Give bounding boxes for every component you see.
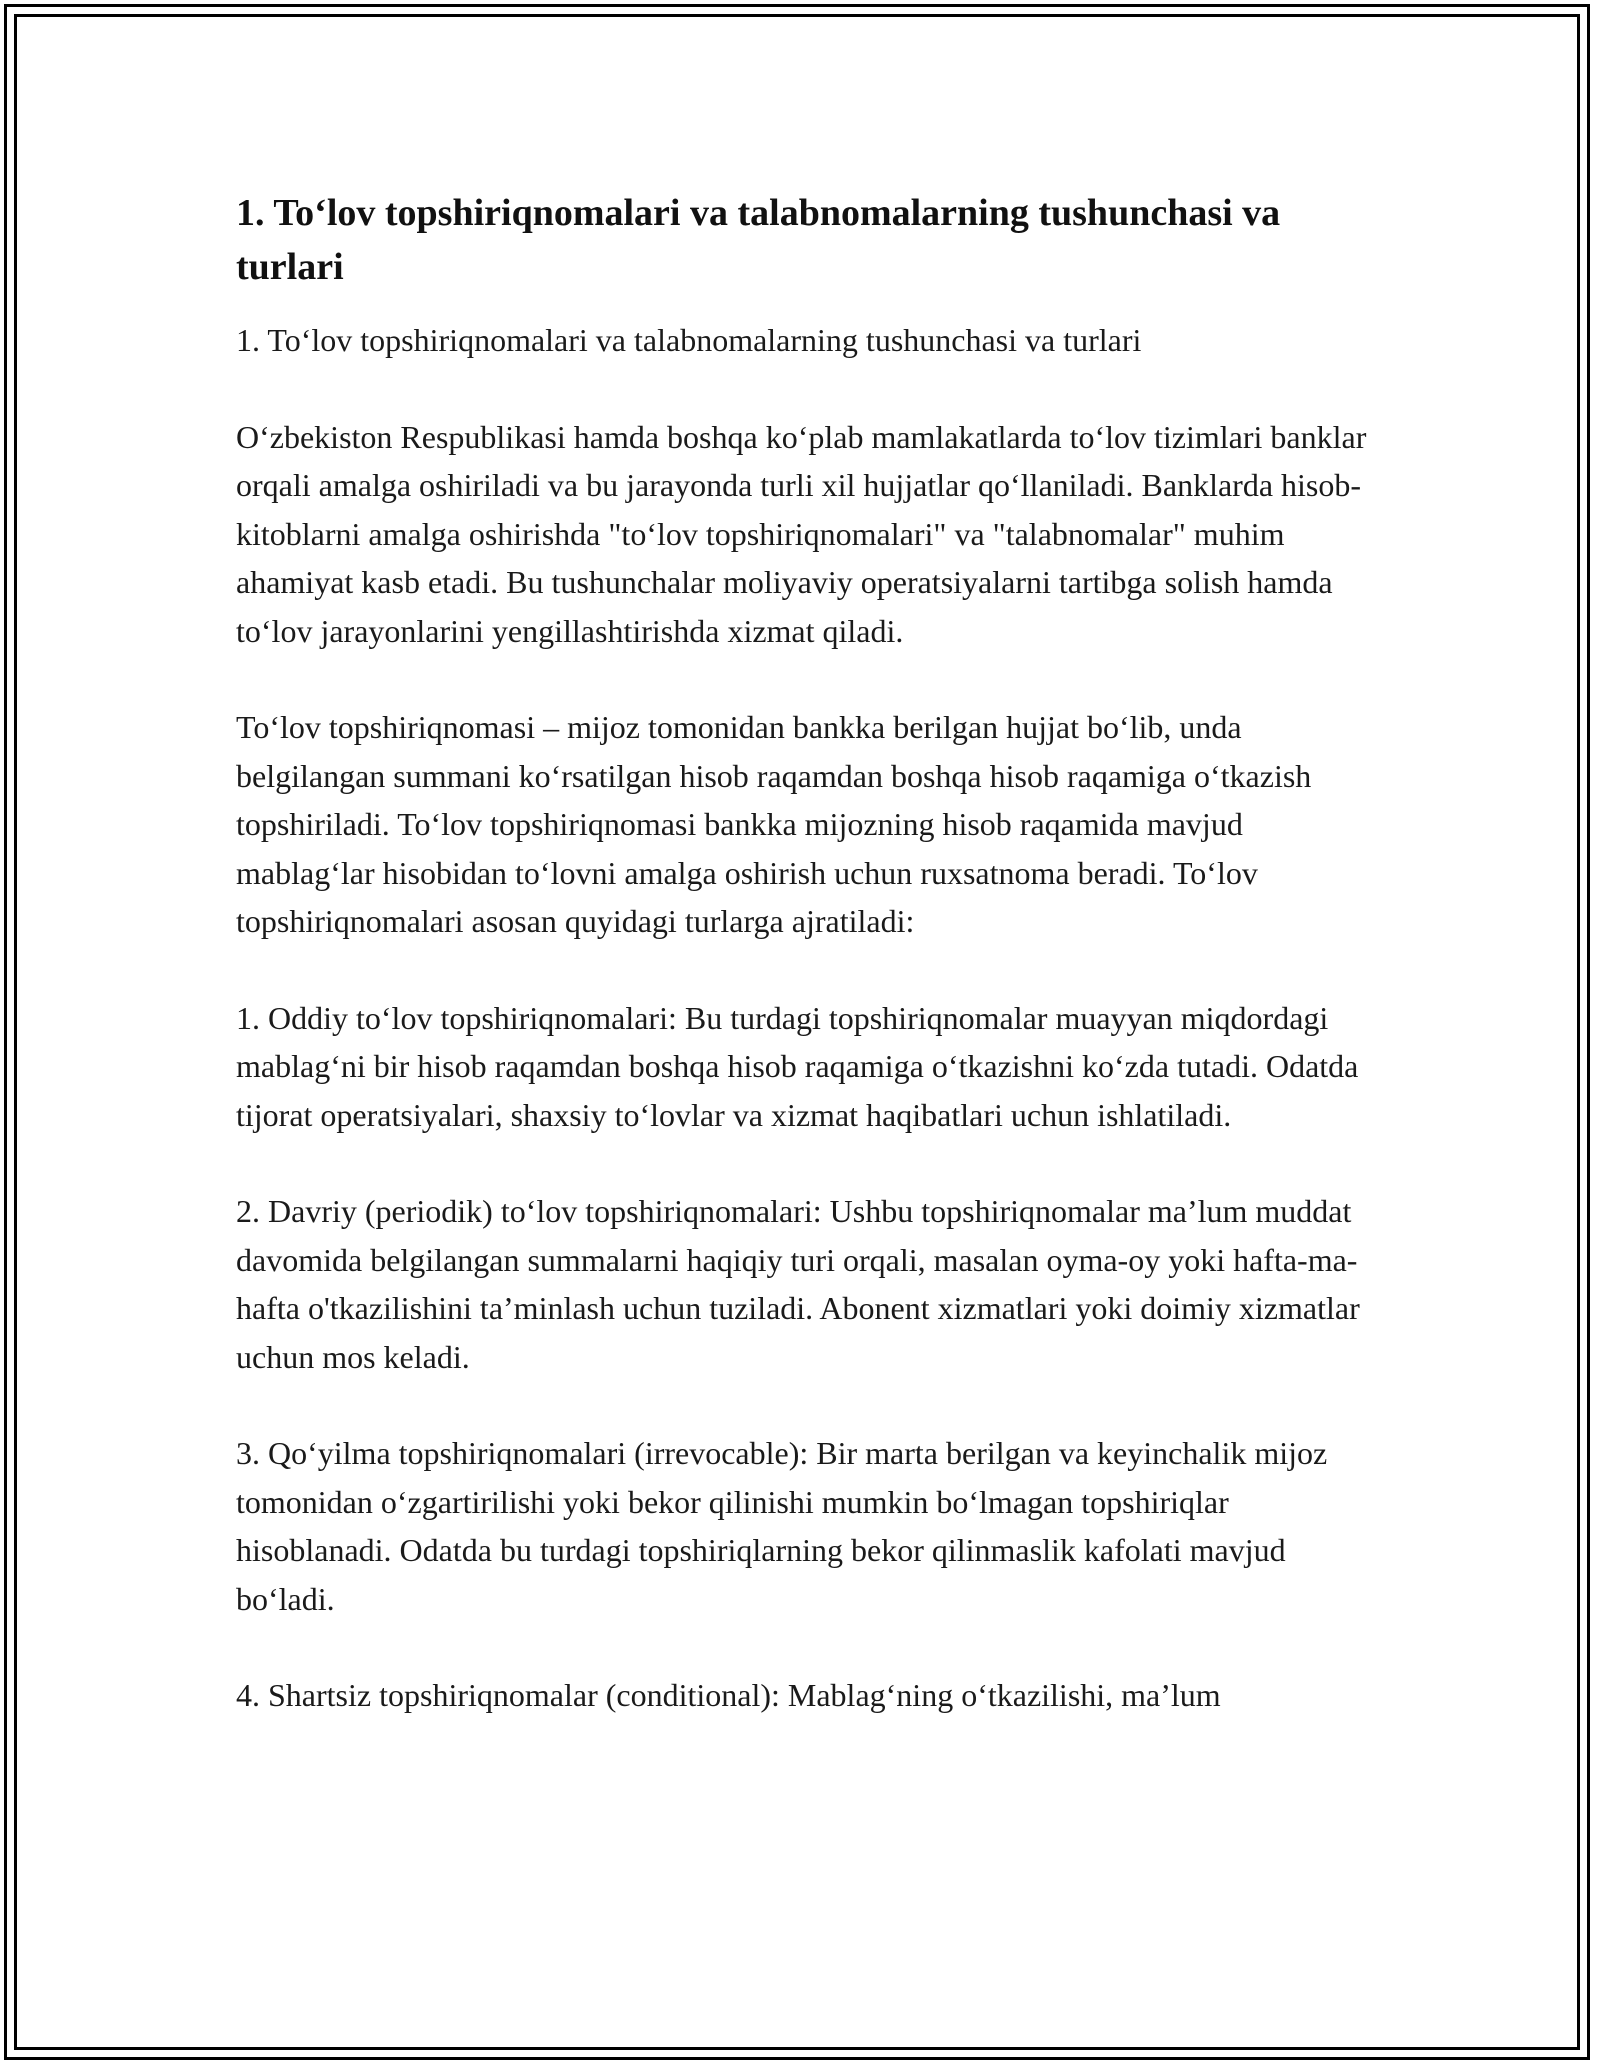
document-title: 1. To‘lov topshiriqnomalari va talabnomalarning tushunchasi va turlari (236, 192, 1281, 288)
paragraph-type-3: 3. Qo‘yilma topshiriqnomalari (irrevocable): Bir marta berilgan va keyinchalik mijoz tomonidan o‘zgartirilishi yoki bekor qilinishi mumkin bo‘lmagan topshiriqlar hisoblanadi. Odatda bu turdagi topshiriqlarning bekor qilinmaslik kafolati mavjud bo‘ladi. (236, 1435, 1328, 1617)
paragraph-type-1: 1. Oddiy to‘lov topshiriqnomalari: Bu turdagi topshiriqnomalar muayyan miqdordagi mablag‘ni bir hisob raqamdan boshqa hisob raqamiga o‘tkazishni ko‘zda tutadi. Odatda tijorat operatsiyalari, shaxsiy to‘lovlar va xizmat haqibatlari uchun ishlatiladi. (236, 999, 1359, 1133)
paragraph-type-4: 4. Shartsiz topshiriqnomalar (conditional): Mablag‘ning o‘tkazilishi, ma’lum (236, 1677, 1221, 1713)
paragraph-type-2: 2. Davriy (periodik) to‘lov topshiriqnomalari: Ushbu topshiriqnomalar ma’lum muddat davomida belgilangan summalarni haqiqiy turi orqali, masalan oyma-oy yoki hafta-ma-hafta o'tkazilishini ta’minlash uchun tuziladi. Abonent xizmatlari yoki doimiy xizmatlar uchun mos keladi. (236, 1193, 1360, 1375)
document-body (236, 186, 1386, 1768)
paragraph-heading-repeat: 1. To‘lov topshiriqnomalari va talabnomalarning tushunchasi va turlari (236, 322, 1142, 358)
paragraph-definition: To‘lov topshiriqnomasi – mijoz tomonidan bankka berilgan hujjat bo‘lib, unda belgilangan summani ko‘rsatilgan hisob raqamdan boshqa hisob raqamiga o‘tkazish topshiriladi. To‘lov topshiriqnomasi bankka mijozning hisob raqamida mavjud mablag‘lar hisobidan to‘lovni amalga oshirish uchun ruxsatnoma beradi. To‘lov topshiriqnomalari asosan quyidagi turlarga ajratiladi: (236, 709, 1312, 939)
paragraph-intro: O‘zbekiston Respublikasi hamda boshqa ko‘plab mamlakatlarda to‘lov tizimlari banklar orqali amalga oshiriladi va bu jarayonda turli xil hujjatlar qo‘llaniladi. Banklarda hisob-kitoblarni amalga oshirishda "to‘lov topshiriqnomalari" va "talabnomalar" muhim ahamiyat kasb etadi. Bu tushunchalar moliyaviy operatsiyalarni tartibga solish hamda to‘lov jarayonlarini yengillashtirishda xizmat qiladi. (236, 418, 1367, 649)
